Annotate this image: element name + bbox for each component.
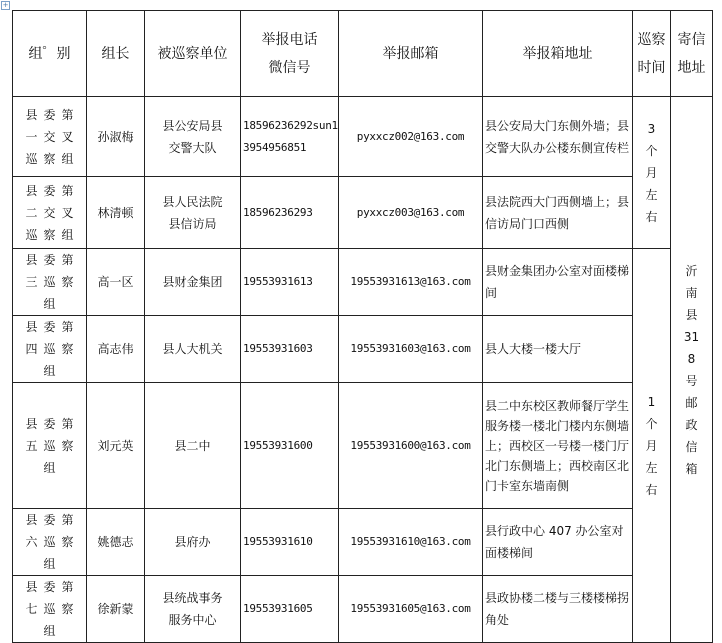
phone-cell: 19553931613 bbox=[241, 249, 339, 316]
table-row bbox=[13, 509, 713, 576]
table-row bbox=[13, 316, 713, 383]
table-row bbox=[13, 576, 713, 643]
unit-cell: 县统战事务服务中心 bbox=[145, 576, 241, 643]
header-row bbox=[13, 11, 713, 97]
group-cell: 县委第七巡察组 bbox=[13, 576, 87, 643]
email-cell: 19553931603@163.com bbox=[339, 316, 483, 383]
header-time: 巡察时间 bbox=[633, 11, 671, 97]
group-cell: 县委第三巡察组 bbox=[13, 249, 87, 316]
phone-cell: 19553931600 bbox=[241, 383, 339, 509]
phone-cell: 18596236292sun13954956851 bbox=[241, 97, 339, 177]
box-address-cell: 县公安局大门东侧外墙；县交警大队办公楼东侧宣传栏 bbox=[483, 97, 633, 177]
leader-cell: 高一区 bbox=[87, 249, 145, 316]
table-row bbox=[13, 249, 713, 316]
header-unit: 被巡察单位 bbox=[145, 11, 241, 97]
header-box: 举报箱地址 bbox=[483, 11, 633, 97]
unit-cell: 县府办 bbox=[145, 509, 241, 576]
group-cell: 县委第五巡察组 bbox=[13, 383, 87, 509]
leader-cell: 林清顿 bbox=[87, 177, 145, 249]
phone-cell: 18596236293 bbox=[241, 177, 339, 249]
leader-cell: 徐新蒙 bbox=[87, 576, 145, 643]
phone-cell: 19553931603 bbox=[241, 316, 339, 383]
header-leader: 组长 bbox=[87, 11, 145, 97]
leader-cell: 高志伟 bbox=[87, 316, 145, 383]
unit-cell: 县公安局县交警大队 bbox=[145, 97, 241, 177]
box-address-cell: 县法院西大门西侧墙上；县信访局门口西侧 bbox=[483, 177, 633, 249]
box-address-cell: 县人大楼一楼大厅 bbox=[483, 316, 633, 383]
group-cell: 县委第一交叉巡察组 bbox=[13, 97, 87, 177]
table-row bbox=[13, 97, 713, 177]
group-cell: 县委第六巡察组 bbox=[13, 509, 87, 576]
inspection-report-table bbox=[12, 10, 713, 643]
leader-cell: 姚德志 bbox=[87, 509, 145, 576]
box-address-cell: 县政协楼二楼与三楼楼梯拐角处 bbox=[483, 576, 633, 643]
group-cell: 县委第四巡察组 bbox=[13, 316, 87, 383]
group-cell: 县委第二交叉巡察组 bbox=[13, 177, 87, 249]
email-cell: 19553931613@163.com bbox=[339, 249, 483, 316]
time-cell: 1个月左右 bbox=[633, 249, 671, 643]
header-email: 举报邮箱 bbox=[339, 11, 483, 97]
leader-cell: 刘元英 bbox=[87, 383, 145, 509]
time-cell: 3个月左右 bbox=[633, 97, 671, 249]
header-phone-line2: 微信号 bbox=[268, 59, 311, 76]
unit-cell: 县二中 bbox=[145, 383, 241, 509]
box-address-cell: 县二中东校区教师餐厅学生服务楼一楼北门楼内东侧墙上；西校区一号楼一楼门厅北门东侧墙上；西校南区北门卡室东墙南侧 bbox=[483, 383, 633, 509]
table-row bbox=[13, 383, 713, 509]
header-mail: 寄信地址 bbox=[671, 11, 713, 97]
phone-cell: 19553931605 bbox=[241, 576, 339, 643]
unit-cell: 县人大机关 bbox=[145, 316, 241, 383]
box-address-cell: 县财金集团办公室对面楼梯间 bbox=[483, 249, 633, 316]
email-cell: pyxxcz002@163.com bbox=[339, 97, 483, 177]
email-cell: 19553931600@163.com bbox=[339, 383, 483, 509]
unit-cell: 县人民法院县信访局 bbox=[145, 177, 241, 249]
leader-cell: 孙淑梅 bbox=[87, 97, 145, 177]
table-anchor-icon[interactable]: + bbox=[2, 1, 9, 9]
phone-cell: 19553931610 bbox=[241, 509, 339, 576]
mail-address-cell: 沂南县318号邮政信箱 bbox=[671, 97, 713, 643]
email-cell: 19553931605@163.com bbox=[339, 576, 483, 643]
header-phone bbox=[241, 11, 339, 97]
email-cell: 19553931610@163.com bbox=[339, 509, 483, 576]
table-row bbox=[13, 177, 713, 249]
header-group: 组゜别 bbox=[13, 11, 87, 97]
unit-cell: 县财金集团 bbox=[145, 249, 241, 316]
email-cell: pyxxcz003@163.com bbox=[339, 177, 483, 249]
box-address-cell: 县行政中心 407 办公室对面楼梯间 bbox=[483, 509, 633, 576]
header-phone-line1: 举报电话 bbox=[261, 31, 318, 48]
